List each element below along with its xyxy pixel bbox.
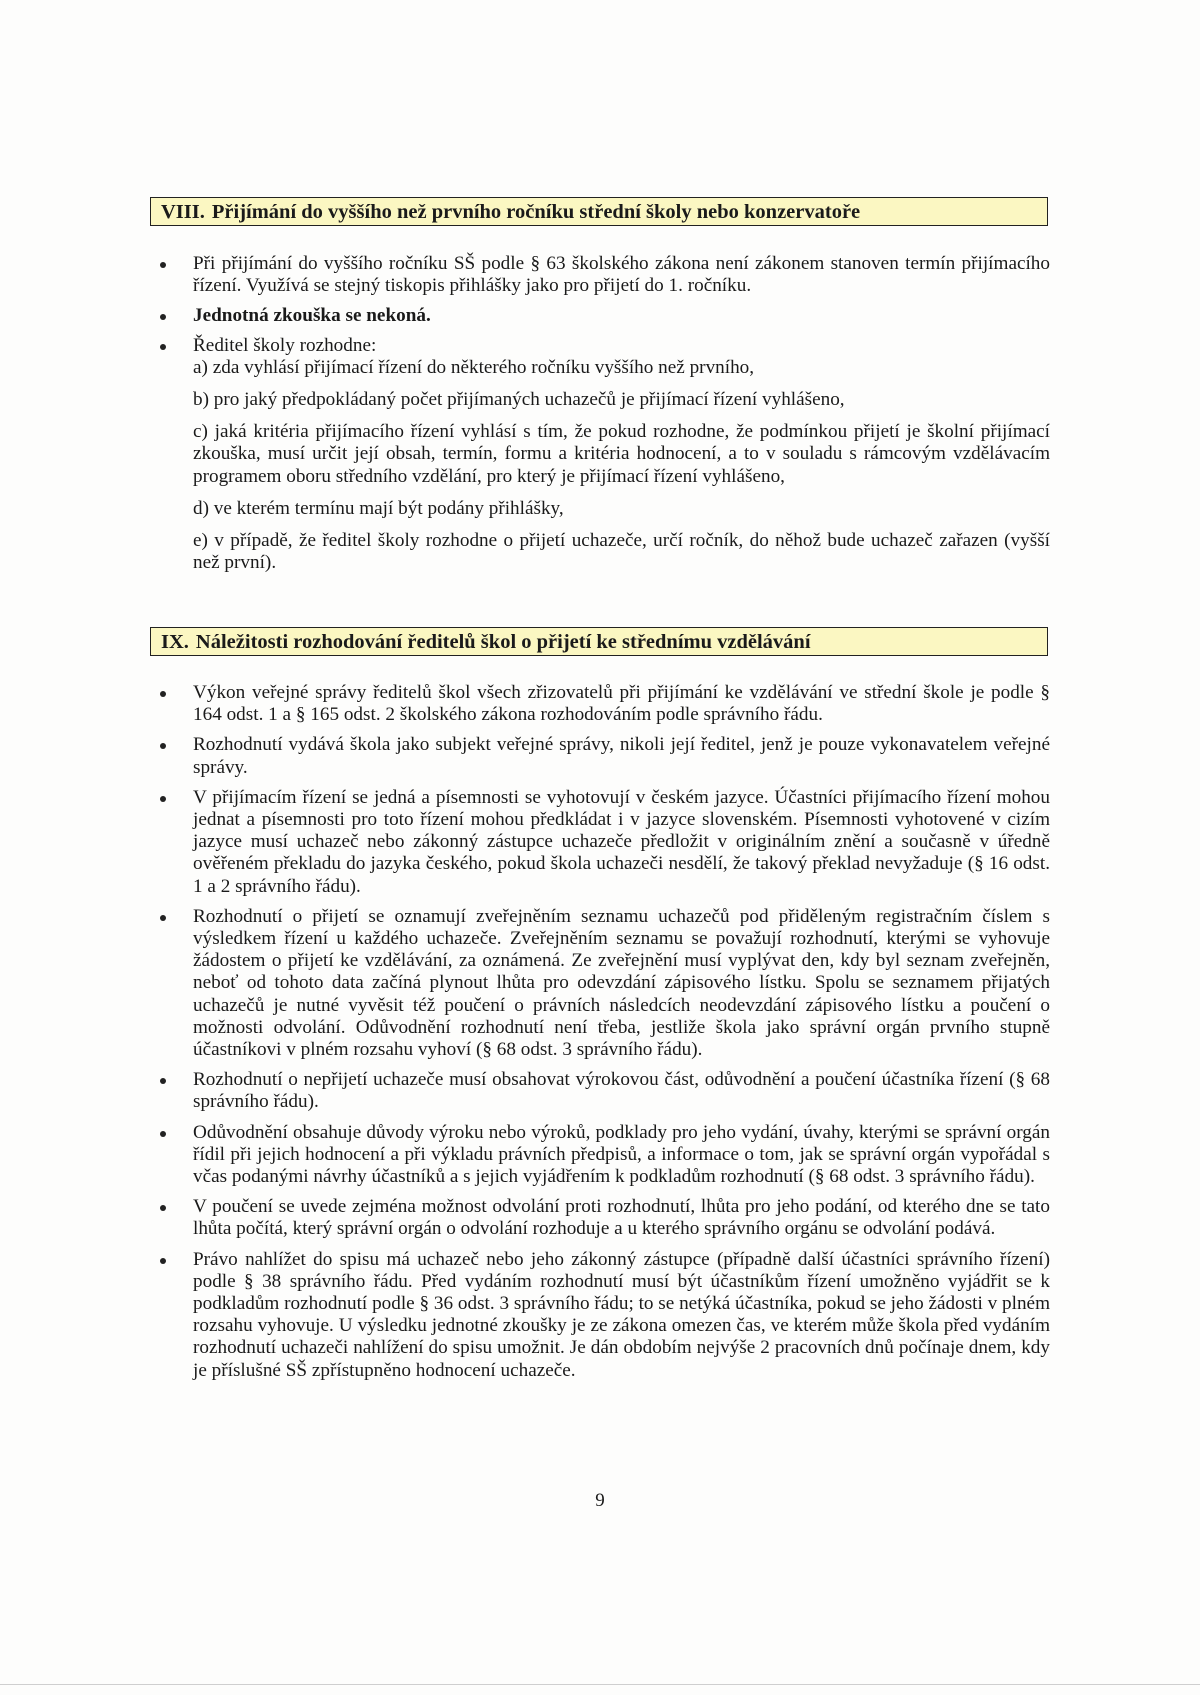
list-item — [150, 305, 1050, 327]
sub-item: b) pro jaký předpokládaný počet přijímaných uchazečů je přijímací řízení vyhlášeno, — [193, 389, 845, 411]
sub-item: e) v případě, že ředitel školy rozhodne o přijetí uchazeče, určí ročník, do něhož bude uchazeč zařazen (vyšší než první). — [193, 530, 1050, 574]
bullet-icon — [160, 314, 166, 320]
bullet-icon — [160, 1131, 166, 1137]
bullet-text: Při přijímání do vyššího ročníku SŠ podle § 63 školského zákona není zákonem stanoven termín přijímacího řízení. Využívá se stejný tiskopis přihlášky jako pro přijetí do 1. ročníku. — [193, 253, 1050, 297]
page-number: 9 — [595, 1490, 605, 1511]
section-viii-header — [150, 197, 1048, 226]
sub-item: d) ve kterém termínu mají být podány přihlášky, — [193, 497, 564, 519]
bullet-icon — [160, 1078, 166, 1084]
list-item — [150, 253, 1050, 297]
bullet-text: V poučení se uvede zejména možnost odvolání proti rozhodnutí, lhůta pro jeho podání, od kterého dne se tato lhůta počítá, který správní orgán o odvolání rozhoduje a u kterého správního orgánu se odvolání podává. — [193, 1196, 1050, 1240]
section-viii-number: VIII. — [161, 201, 205, 223]
bullet-icon — [160, 915, 166, 921]
bullet-icon — [160, 344, 166, 350]
bullet-text: Právo nahlížet do spisu má uchazeč nebo jeho zákonný zástupce (případně další účastníci správního řízení) podle § 38 správního řádu. Před vydáním rozhodnutí musí být účastníkům řízení umožněno vyjádřit se k podkladům rozhodnutí podle § 36 odst. 3 správního řádu; to se netýká účastníka, pokud se jeho žádosti v plném rozsahu vyhovuje. U výsledku jednotné zkoušky je ze zákona omezen čas, ve kterém může škola před vydáním rozhodnutí uchazeči nahlížení do spisu umožnit. Je dán obdobím nejvýše 2 pracovních dnů počínaje dnem, kdy je příslušné SŠ zpřístupněno hodnocení uchazeče. — [193, 1248, 1050, 1381]
list-item — [150, 1249, 1050, 1382]
list-item — [150, 787, 1050, 898]
list-item — [150, 1196, 1050, 1240]
bullet-text: Jednotná zkouška se nekoná. — [193, 305, 431, 327]
bottom-rule — [0, 1684, 1200, 1685]
section-ix-number: IX. — [161, 631, 189, 653]
sub-item: c) jaká kritéria přijímacího řízení vyhlásí s tím, že pokud rozhodne, že podmínkou přijetí je školní přijímací zkouška, musí určit její obsah, termín, formu a kritéria hodnocení, a to v souladu s rámcovým vzdělávacím programem oboru středního vzdělání, pro který je přijímací řízení vyhlášeno, — [193, 421, 1050, 487]
bullet-icon — [160, 796, 166, 802]
bullet-text: Rozhodnutí o nepřijetí uchazeče musí obsahovat výrokovou část, odůvodnění a poučení účastníka řízení (§ 68 správního řádu). — [193, 1069, 1050, 1113]
bullet-icon — [160, 1205, 166, 1211]
section-ix-list — [150, 682, 1050, 1382]
bullet-icon — [160, 1258, 166, 1264]
section-ix-header — [150, 627, 1048, 656]
list-item — [150, 1122, 1050, 1189]
section-viii-list — [150, 253, 1050, 574]
bullet-text: Výkon veřejné správy ředitelů škol všech zřizovatelů při přijímání ke vzdělávání ve střední škole je podle § 164 odst. 1 a § 165 odst. 2 školského zákona rozhodováním podle správního řádu. — [193, 682, 1050, 726]
list-item — [150, 1069, 1050, 1113]
list-item — [150, 682, 1050, 726]
bullet-icon — [160, 691, 166, 697]
bullet-text: Odůvodnění obsahuje důvody výroku nebo výroků, podklady pro jeho vydání, úvahy, kterými se správní orgán řídil při jejich hodnocení a při výkladu právních předpisů, a informace o tom, jak se správní orgán vypořádal s včas podanými návrhy účastníků a s jejich vyjádřením k podkladům rozhodnutí (§ 68 odst. 3 správního řádu). — [193, 1121, 1050, 1188]
bullet-text: Ředitel školy rozhodne: — [193, 334, 377, 356]
bullet-text: Rozhodnutí o přijetí se oznamují zveřejněním seznamu uchazečů pod přiděleným registračním číslem s výsledkem řízení u každého uchazeče. Zveřejněním seznamu se považují rozhodnutí, kterými se vyhovuje žádostem o přijetí ke vzdělávání, za oznámená. Ze zveřejnění musí vyplývat den, kdy byl seznam zveřejněn, neboť od tohoto data začíná plynout lhůta pro odevzdání zápisového lístku. Spolu se seznamem přijatých uchazečů je nutné vyvěsit též poučení o právních následcích neodevzdání zápisového lístku a poučení o možnosti odvolání. Odůvodnění rozhodnutí není třeba, jestliže škola jako správní orgán prvního stupně účastníkovi v plném rozsahu vyhoví (§ 68 odst. 3 správního řádu). — [193, 905, 1050, 1061]
list-item — [150, 335, 1050, 575]
section-viii-title: Přijímání do vyššího než prvního ročníku střední školy nebo konzervatoře — [211, 201, 861, 223]
sub-item: a) zda vyhlásí přijímací řízení do některého ročníku vyššího než prvního, — [193, 356, 755, 378]
section-ix-title: Náležitosti rozhodování ředitelů škol o přijetí ke střednímu vzdělávání — [195, 631, 811, 653]
bullet-icon — [160, 743, 166, 749]
bullet-icon — [160, 262, 166, 268]
list-item — [150, 906, 1050, 1061]
bullet-text: Rozhodnutí vydává škola jako subjekt veřejné správy, nikoli její ředitel, jenž je pouze vykonavatelem veřejné správy. — [193, 734, 1050, 778]
bullet-text: V přijímacím řízení se jedná a písemnosti se vyhotovují v českém jazyce. Účastníci přijímacího řízení mohou jednat a písemnosti pro toto řízení mohou předkládat i v jazyce slovenském. Písemnosti vyhotovené v cizím jazyce musí uchazeč nebo zákonný zástupce uchazeče předložit v originálním znění a současně v úředně ověřeném překladu do jazyka českého, pokud škola uchazeči nesdělí, že takový překlad nevyžaduje (§ 16 odst. 1 a 2 správního řádu). — [193, 786, 1050, 897]
list-item — [150, 734, 1050, 778]
